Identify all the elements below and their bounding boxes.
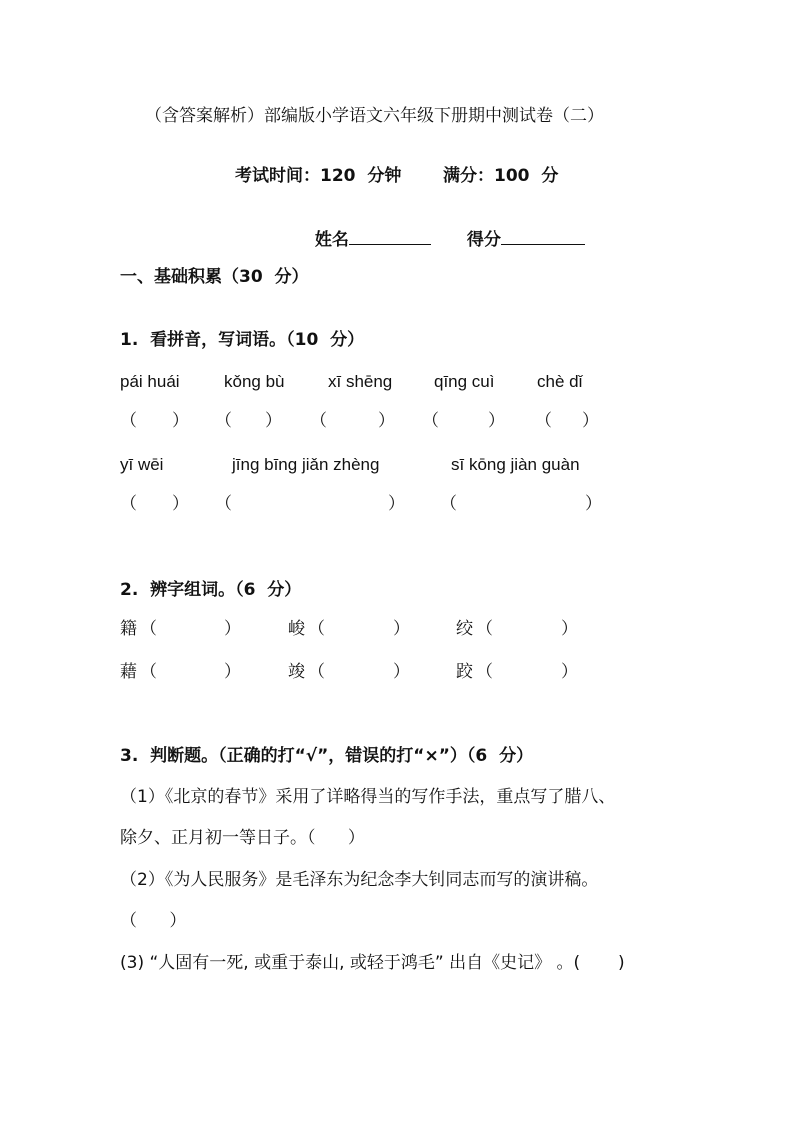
answer-bracket-close: ） [172, 411, 189, 431]
answer-bracket-open[interactable]: （ [215, 494, 232, 514]
answer-bracket-close: ） [388, 494, 405, 514]
answer-bracket-close: ） [561, 619, 578, 639]
answer-bracket-open[interactable]: （ [476, 662, 493, 682]
answer-bracket-open[interactable]: （ [308, 619, 325, 639]
question-3-item-2: （2）《为人民服务》是毛泽东为纪念李大钊同志而写的演讲稿。 [120, 870, 599, 890]
page-title: （含答案解析）部编版小学语文六年级下册期中测试卷（二） [145, 106, 604, 126]
answer-bracket-close: ） [378, 411, 395, 431]
score-label: 得分 [466, 230, 501, 250]
pinyin-5: chè dǐ [537, 372, 583, 391]
name-field [303, 211, 431, 249]
exam-time: 考试时间：120 分钟 [235, 166, 402, 186]
answer-bracket-open[interactable]: （ [140, 662, 157, 682]
answer-bracket-close: ） [393, 619, 410, 639]
answer-bracket-close: ） [488, 411, 505, 431]
answer-bracket-open[interactable]: （ [140, 619, 157, 639]
name-label: 姓名 [314, 230, 349, 250]
answer-bracket-close: ） [393, 662, 410, 682]
name-blank[interactable] [349, 228, 431, 245]
answer-bracket-close: ） [224, 619, 241, 639]
pinyin-6: yī wēi [120, 455, 164, 474]
question-2-heading: 2. 辨字组词。（6 分） [120, 580, 302, 600]
answer-bracket-open[interactable]: （ [120, 494, 137, 514]
answer-bracket-close: ） [172, 494, 189, 514]
answer-bracket-open[interactable]: （ [120, 411, 137, 431]
answer-bracket-close: ） [582, 411, 599, 431]
char-label: 峻 [288, 619, 305, 639]
char-label: 藉 [120, 662, 137, 682]
score-blank[interactable] [501, 228, 585, 245]
answer-bracket-close: ） [265, 411, 282, 431]
pinyin-1: pái huái [120, 372, 180, 391]
answer-bracket-close: ） [561, 662, 578, 682]
question-3-item-1-cont[interactable]: 除夕、正月初一等日子。（ ） [120, 828, 365, 848]
pinyin-3: xī shēng [328, 372, 393, 391]
pinyin-2: kǒng bù [224, 372, 285, 391]
question-3-heading: 3. 判断题。（正确的打“√”，错误的打“×”）（6 分） [120, 746, 534, 766]
char-label: 跤 [456, 662, 473, 682]
answer-bracket-open[interactable]: （ [422, 411, 439, 431]
full-score: 满分：100 分 [443, 166, 559, 186]
question-3-item-3[interactable]: (3) “人固有一死, 或重于泰山, 或轻于鸿毛” 出自《史记》 。( ) [120, 953, 625, 973]
section-heading: 一、基础积累（30 分） [120, 267, 309, 287]
answer-bracket-open[interactable]: （ [310, 411, 327, 431]
question-3-item-1: （1）《北京的春节》采用了详略得当的写作手法，重点写了腊八、 [120, 787, 616, 807]
answer-bracket-open[interactable]: （ [308, 662, 325, 682]
score-field [455, 211, 585, 249]
pinyin-4: qīng cuì [434, 372, 495, 391]
answer-bracket-open[interactable]: （ [440, 494, 457, 514]
char-label: 竣 [288, 662, 305, 682]
answer-bracket-close: ） [224, 662, 241, 682]
answer-bracket-open[interactable]: （ [476, 619, 493, 639]
answer-bracket-open[interactable]: （ [215, 411, 232, 431]
char-label: 籍 [120, 619, 137, 639]
char-label: 绞 [456, 619, 473, 639]
pinyin-7: jīng bīng jiǎn zhèng [232, 455, 380, 474]
answer-bracket-open[interactable]: （ [535, 411, 552, 431]
question-3-item-2-cont[interactable]: （ ） [120, 911, 187, 931]
pinyin-8: sī kōng jiàn guàn [451, 455, 580, 474]
answer-bracket-close: ） [585, 494, 602, 514]
question-1-heading: 1. 看拼音，写词语。（10 分） [120, 330, 365, 350]
